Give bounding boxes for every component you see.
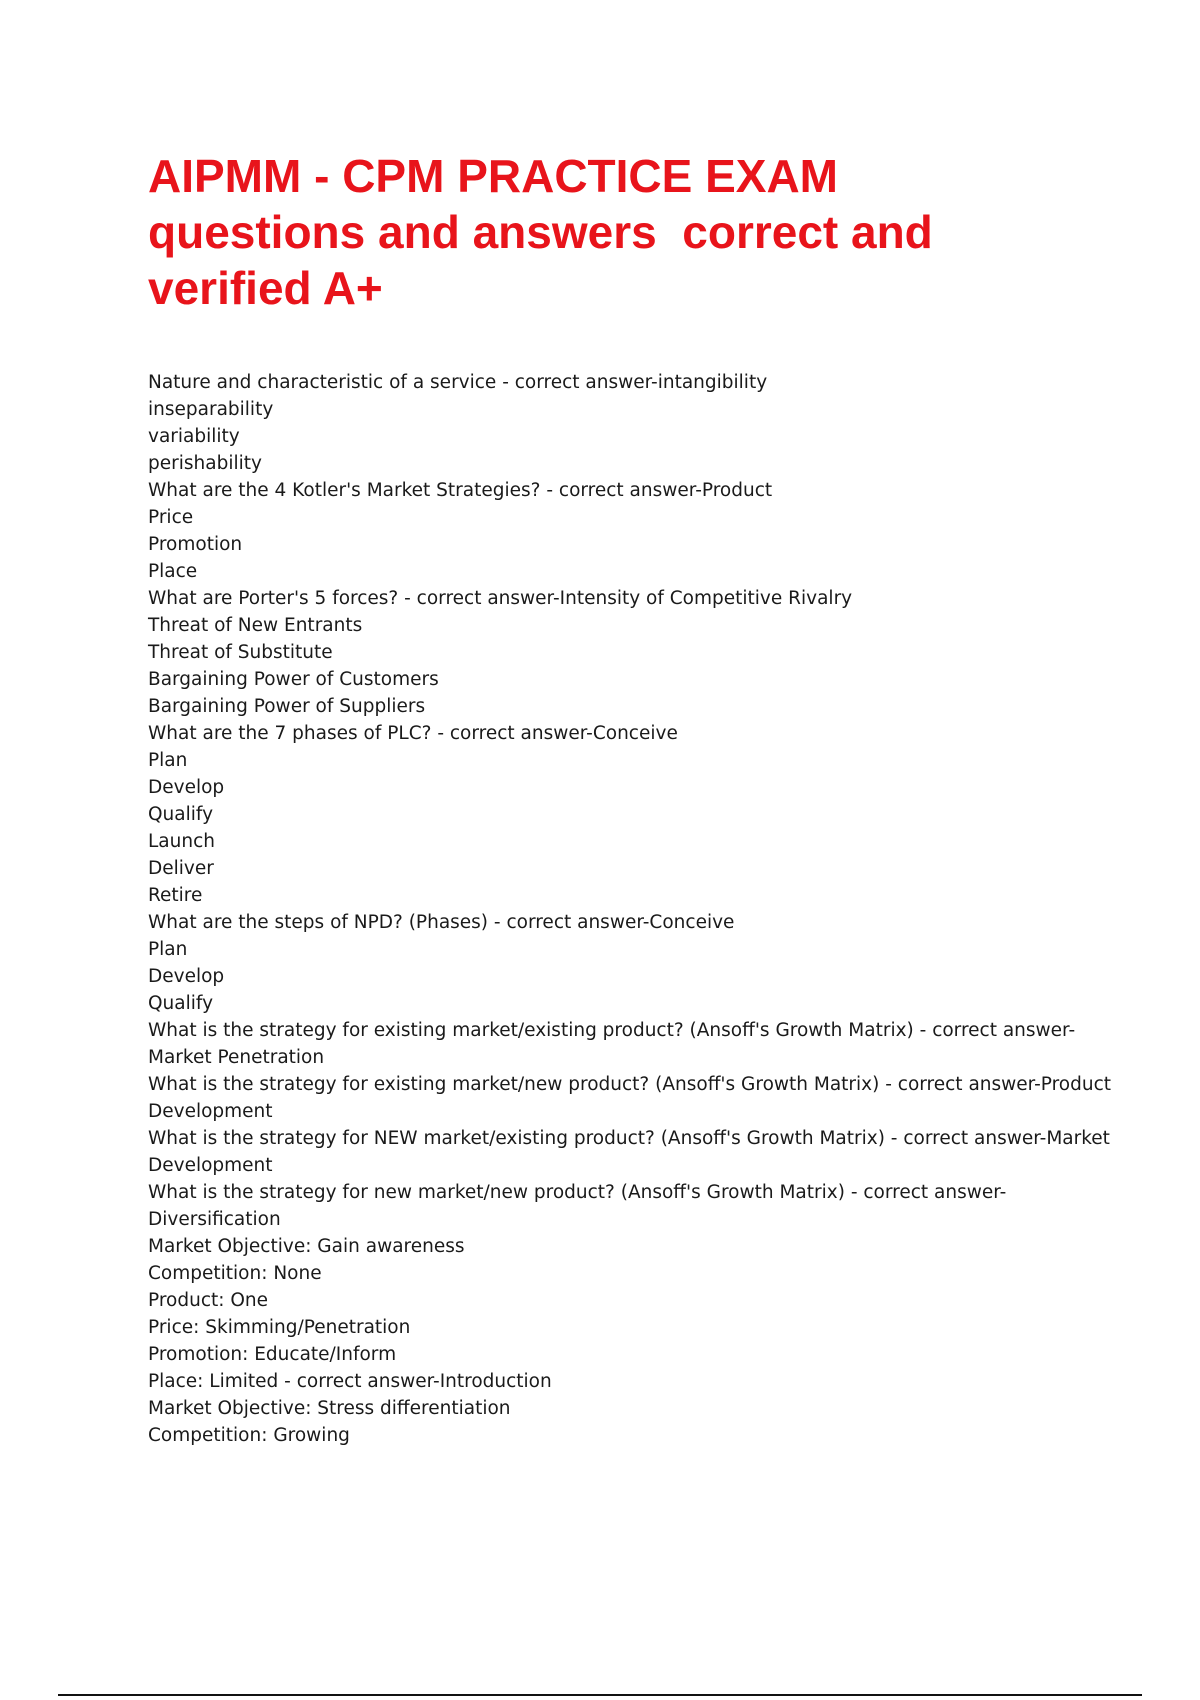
text-line: Develop xyxy=(148,966,225,987)
text-line: What is the strategy for existing market/new product? (Ansoff's Growth Matrix) - correct answer-Product xyxy=(148,1074,1111,1095)
text-line: Price xyxy=(148,507,194,528)
text-line: inseparability xyxy=(148,399,274,420)
text-line: What are Porter's 5 forces? - correct answer-Intensity of Competitive Rivalry xyxy=(148,588,853,609)
text-line: Plan xyxy=(148,939,188,960)
text-line: Plan xyxy=(148,750,188,771)
document-title xyxy=(148,148,1148,316)
text-line: Place xyxy=(148,561,198,582)
title-line: AIPMM - CPM PRACTICE EXAM xyxy=(148,150,838,202)
text-line: Market Objective: Stress differentiation xyxy=(148,1398,511,1419)
text-line: What is the strategy for existing market/existing product? (Ansoff's Growth Matrix) - correct answer- xyxy=(148,1020,1076,1041)
text-line: Place: Limited - correct answer-Introduction xyxy=(148,1371,552,1392)
text-line: Qualify xyxy=(148,993,214,1014)
text-line: Threat of Substitute xyxy=(148,642,333,663)
text-line: Competition: None xyxy=(148,1263,322,1284)
text-line: What is the strategy for new market/new product? (Ansoff's Growth Matrix) - correct answer- xyxy=(148,1182,1007,1203)
text-line: What are the steps of NPD? (Phases) - correct answer-Conceive xyxy=(148,912,735,933)
text-line: Product: One xyxy=(148,1290,269,1311)
text-line: Price: Skimming/Penetration xyxy=(148,1317,411,1338)
page-bottom-divider xyxy=(58,1694,1142,1696)
text-line: Bargaining Power of Customers xyxy=(148,669,439,690)
text-line: variability xyxy=(148,426,240,447)
text-line: What are the 7 phases of PLC? - correct answer-Conceive xyxy=(148,723,678,744)
text-line: Launch xyxy=(148,831,215,852)
text-line: Nature and characteristic of a service - correct answer-intangibility xyxy=(148,372,768,393)
text-line: Competition: Growing xyxy=(148,1425,350,1446)
text-line: Threat of New Entrants xyxy=(148,615,363,636)
title-line: verified A+ xyxy=(148,262,383,314)
text-line: Market Penetration xyxy=(148,1047,325,1068)
text-line: Promotion: Educate/Inform xyxy=(148,1344,397,1365)
text-line: Development xyxy=(148,1155,273,1176)
text-line: Retire xyxy=(148,885,203,906)
text-line: Develop xyxy=(148,777,225,798)
text-line: What are the 4 Kotler's Market Strategies? - correct answer-Product xyxy=(148,480,773,501)
text-line: perishability xyxy=(148,453,262,474)
text-line: What is the strategy for NEW market/existing product? (Ansoff's Growth Matrix) - correct answer-Market xyxy=(148,1128,1110,1149)
text-line: Bargaining Power of Suppliers xyxy=(148,696,426,717)
text-line: Development xyxy=(148,1101,273,1122)
title-line: questions and answers correct and xyxy=(148,206,933,258)
text-line: Diversification xyxy=(148,1209,281,1230)
text-line: Qualify xyxy=(148,804,214,825)
text-line: Deliver xyxy=(148,858,214,879)
text-line: Promotion xyxy=(148,534,243,555)
text-line: Market Objective: Gain awareness xyxy=(148,1236,465,1257)
qa-text-block xyxy=(148,369,1148,1449)
